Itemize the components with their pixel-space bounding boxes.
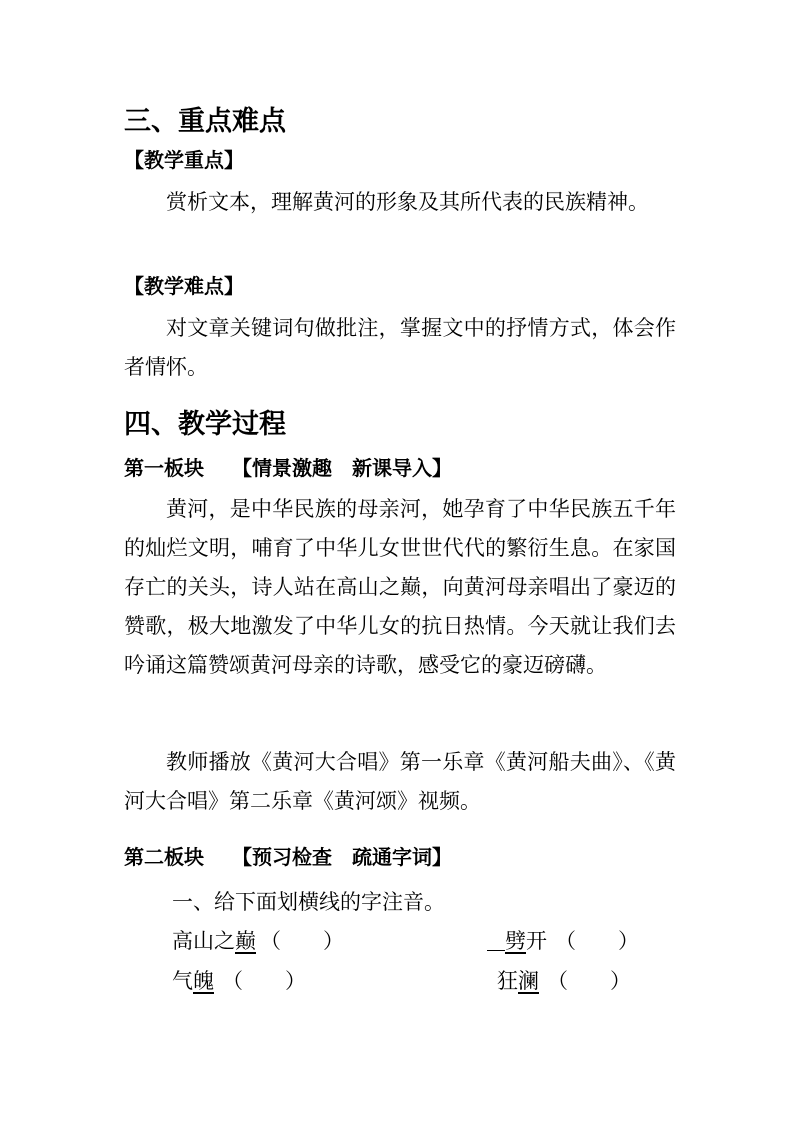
block-2-label: 第二板块 xyxy=(124,845,204,869)
underlined-char: 魄 xyxy=(193,969,214,993)
focus-text: 赏析文本，理解黄河的形象及其所代表的民族精神。 xyxy=(166,190,649,214)
answer-blank[interactable]: （ ） xyxy=(547,969,631,993)
section-3-title: 三、重点难点 xyxy=(124,106,286,137)
difficulty-text: 对文章关键词句做批注，掌握文中的抒情方式，体会作者情怀。 xyxy=(124,316,676,379)
pinyin-item-3: 气魄 （ ） xyxy=(172,969,306,993)
block-2-heading-row xyxy=(124,843,452,871)
block-1-title: 【情景激趣 新课导入】 xyxy=(232,456,452,480)
difficulty-heading: 【教学难点】 xyxy=(124,274,244,298)
underlined-char: 劈 xyxy=(505,929,526,953)
block-1-heading-row xyxy=(124,454,452,482)
exercise-title: 一、给下面划横线的字注音。 xyxy=(172,890,445,914)
section-4-title: 四、教学过程 xyxy=(124,409,286,440)
pinyin-item-4: 狂澜 （ ） xyxy=(497,969,631,993)
focus-heading: 【教学重点】 xyxy=(124,148,244,172)
underline-lead xyxy=(487,926,505,951)
block-1-paragraph-2: 教师播放《黄河大合唱》第一乐章《黄河船夫曲》、《黄河大合唱》第二乐章《黄河颂》视频。 xyxy=(124,750,676,813)
answer-blank[interactable]: （ ） xyxy=(260,929,344,953)
block-1-label: 第一板块 xyxy=(124,456,204,480)
underlined-char: 澜 xyxy=(518,969,539,993)
block-1-paragraph-1: 黄河，是中华民族的母亲河，她孕育了中华民族五千年的灿烂文明，哺育了中华儿女世世代代的繁衍生息。在家国存亡的关头，诗人站在高山之巅，向黄河母亲唱出了豪迈的赞歌，极大地激发了中华儿女的抗日热情。今天就让我们去吟诵这篇赞颂黄河母亲的诗歌，感受它的豪迈磅礴。 xyxy=(124,497,676,677)
underlined-char: 巅 xyxy=(235,929,256,953)
pinyin-item-1: 高山之巅 （ ） xyxy=(172,929,344,953)
answer-blank[interactable]: （ ） xyxy=(555,929,639,953)
block-2-title: 【预习检查 疏通字词】 xyxy=(232,845,452,869)
answer-blank[interactable]: （ ） xyxy=(222,969,306,993)
pinyin-item-2: 劈开 （ ） xyxy=(487,926,639,956)
